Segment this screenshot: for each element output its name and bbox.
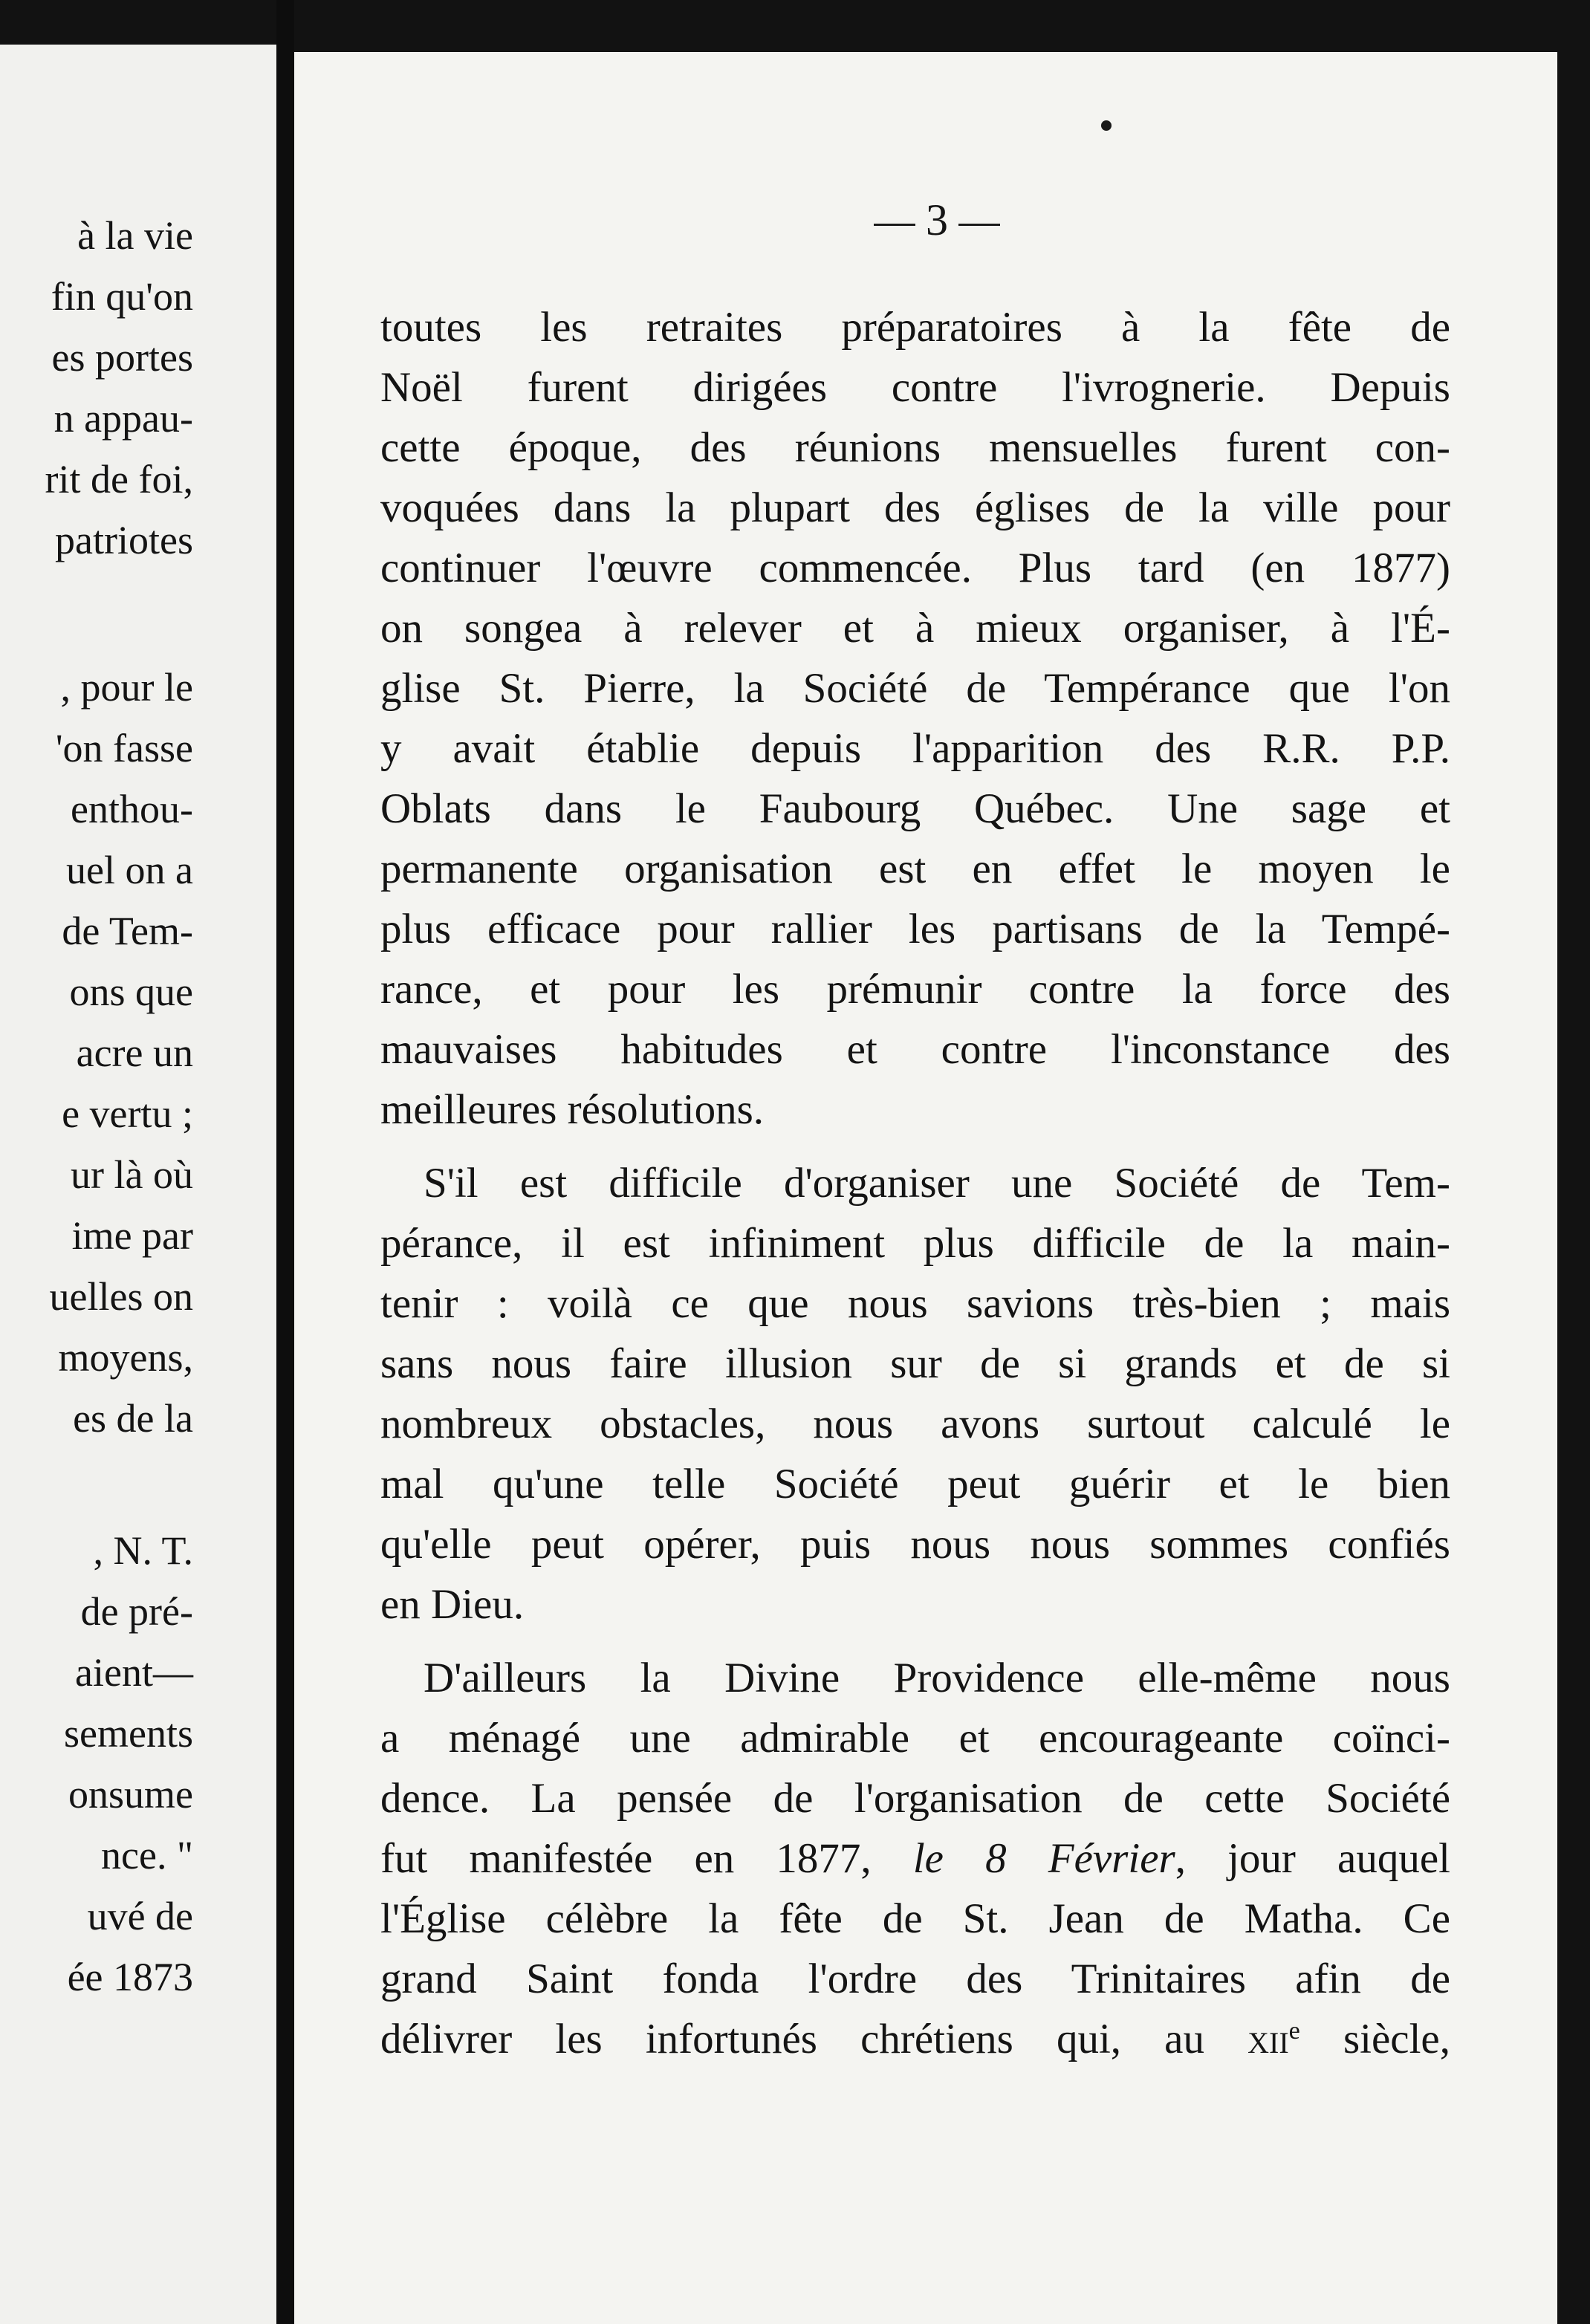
previous-page-line: rit de foi, [45,457,193,502]
text-line: a ménagé une admirable et encourageante coïnci- [380,1715,1450,1762]
current-page [294,52,1557,2324]
text-line: toutes les retraites préparatoires à la fête de [380,304,1450,351]
previous-page-line: , N. T. [93,1528,193,1573]
italic-date: le 8 Février [912,1835,1175,1882]
text-line: tenir : voilà ce que nous savions très-bien ; mais [380,1280,1450,1327]
text-fragment: délivrer les infortunés chrétiens qui, au [380,2016,1248,2062]
text-line: pérance, il est infiniment plus difficile de la main- [380,1220,1450,1267]
previous-page-line: enthou- [71,787,193,831]
previous-page-line: ons que [69,970,193,1014]
text-line: D'ailleurs la Divine Providence elle-même nous [424,1655,1450,1701]
previous-page-line: ur là où [71,1152,193,1197]
previous-page-line: aient— [75,1650,193,1695]
previous-page-line: moyens, [58,1335,193,1380]
text-line: qu'elle peut opérer, puis nous nous sommes confiés [380,1521,1450,1568]
previous-page-line: uel on a [66,848,193,892]
text-line: mal qu'une telle Société peut guérir et le bien [380,1461,1450,1507]
previous-page-line: ée 1873 [67,1955,193,1999]
previous-page-line: de Tem- [62,909,193,953]
previous-page-line: nce. " [101,1833,193,1877]
previous-page-line: n appau- [53,396,193,441]
text-line: glise St. Pierre, la Société de Tempérance que l'on [380,665,1450,712]
text-line [380,1837,1450,1880]
page-number-value: 3 [926,195,948,244]
ink-dot [1101,120,1112,131]
text-line: Oblats dans le Faubourg Québec. Une sage et [380,785,1450,832]
superscript: e [1288,2017,1300,2045]
text-line: grand Saint fonda l'ordre des Trinitaires afin de [380,1955,1450,2002]
text-line: cette époque, des réunions mensuelles furent con- [380,424,1450,471]
previous-page-line: sements [64,1711,193,1756]
text-line: Noël furent dirigées contre l'ivrognerie. Depuis [380,364,1450,411]
previous-page-line: 'on fasse [55,726,193,770]
previous-page-line: onsume [68,1772,193,1817]
text-line: continuer l'œuvre commencée. Plus tard (en 1877) [380,545,1450,591]
previous-page-line: es de la [73,1396,193,1441]
previous-page-line: , pour le [60,665,193,710]
previous-page-fragment [0,45,276,2324]
previous-page-line: fin qu'on [51,274,193,319]
previous-page-line: es portes [51,335,193,380]
text-line [380,2018,1450,2060]
text-line: l'Église célèbre la fête de St. Jean de Matha. Ce [380,1895,1450,1942]
text-line: sans nous faire illusion sur de si grands et de si [380,1340,1450,1387]
previous-page-line: acre un [76,1030,193,1075]
text-line: permanente organisation est en effet le moyen le [380,845,1450,892]
previous-page-line: de pré- [80,1589,193,1634]
text-fragment: fut manifestée en 1877, [380,1835,913,1882]
text-line: meilleures résolutions. [380,1086,765,1133]
century-numeral: xii [1247,2016,1289,2062]
previous-page-line: ime par [71,1213,193,1258]
previous-page-line: uvé de [87,1894,193,1938]
previous-page-line: uelles on [49,1274,193,1319]
page-number [844,195,1030,244]
text-fragment: siècle, [1299,2016,1450,2062]
page-gutter [276,0,294,2324]
previous-page-line: à la vie [77,213,193,258]
text-line: rance, et pour les prémunir contre la force des [380,966,1450,1013]
text-line: en Dieu. [380,1581,525,1628]
text-line: y avait établie depuis l'apparition des R.R. P.P. [380,725,1450,772]
text-line: mauvaises habitudes et contre l'inconstance des [380,1026,1450,1073]
previous-page-line: e vertu ; [62,1091,193,1136]
text-line: on songea à relever et à mieux organiser, à l'É- [380,605,1450,652]
text-line: dence. La pensée de l'organisation de cette Société [380,1775,1450,1822]
previous-page-line: patriotes [55,518,193,562]
text-line: S'il est difficile d'organiser une Société de Tem- [424,1160,1450,1207]
text-line: plus efficace pour rallier les partisans de la Tempé- [380,906,1450,952]
text-fragment: , jour auquel [1175,1835,1450,1882]
text-line: nombreux obstacles, nous avons surtout calculé le [380,1400,1450,1447]
text-line: voquées dans la plupart des églises de la ville pour [380,484,1450,531]
